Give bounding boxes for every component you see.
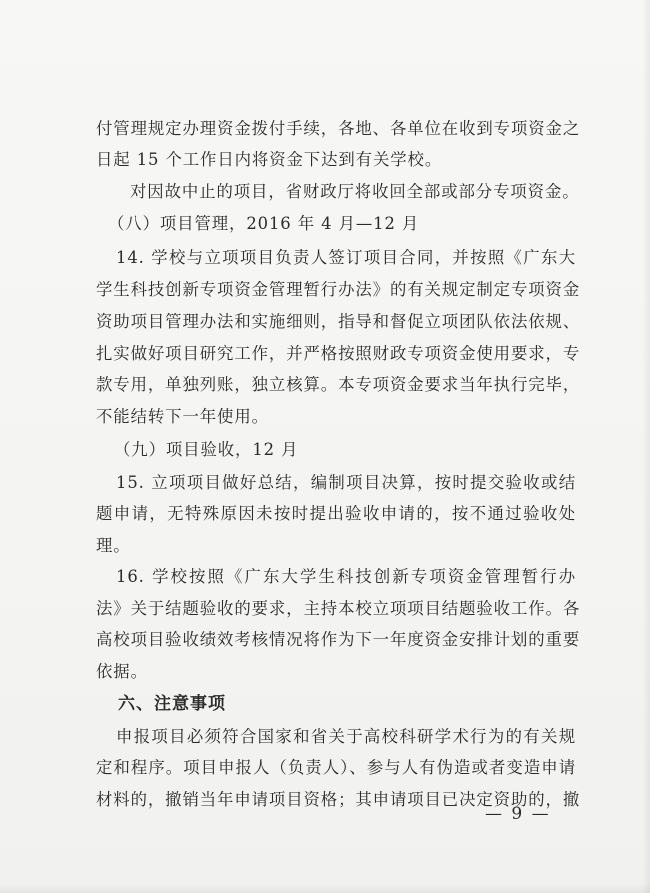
notes-line-1: 申报项目必须符合国家和省关于高校科研学术行为的有关规 [116, 727, 576, 746]
item-15-line-1: 15. 立项项目做好总结，编制项目决算，按时提交验收或结 [116, 473, 576, 492]
item-16-line-3: 高校项目验收绩效考核情况将作为下一年度资金安排计划的重要 [96, 630, 581, 649]
item-14-line-4: 扎实做好项目研究工作，并严格按照财政专项资金使用要求，专 [96, 344, 581, 363]
body-line-2: 日起 15 个工作日内将资金下达到有关学校。 [96, 150, 443, 169]
notes-line-2: 定和程序。项目申报人（负责人）、参与人有伪造或者变造申请 [96, 758, 576, 777]
item-15-line-2: 题申请，无特殊原因未按时提出验收申请的，按不通过验收处 [96, 504, 576, 523]
item-14-line-3: 资助项目管理办法和实施细则，指导和督促立项团队依法依规、 [96, 312, 581, 331]
item-16-line-2: 法》关于结题验收的要求，主持本校立项项目结题验收工作。各 [96, 599, 581, 618]
section-heading-9: （九）项目验收，12 月 [114, 440, 299, 459]
section-heading-8: （八）项目管理，2016 年 4 月—12 月 [108, 214, 420, 233]
body-line-1: 付管理规定办理资金拨付手续，各地、各单位在收到专项资金之 [96, 119, 581, 138]
page-number: — 9 — [485, 804, 551, 824]
item-14-line-5: 款专用，单独列账，独立核算。本专项资金要求当年执行完毕， [96, 375, 581, 394]
item-14-line-2: 学生科技创新专项资金管理暂行办法》的有关规定制定专项资金 [96, 280, 581, 299]
item-14-line-6: 不能结转下一年使用。 [96, 407, 269, 426]
section-heading-6: 六、注意事项 [118, 694, 226, 714]
body-line-3: 对因故中止的项目，省财政厅将收回全部或部分专项资金。 [130, 182, 580, 201]
page-bottom-shadow [0, 883, 650, 893]
notes-line-3: 材料的，撤销当年申请项目资格；其申请项目已决定资助的，撤 [96, 790, 581, 809]
item-16-line-1: 16. 学校按照《广东大学生科技创新专项资金管理暂行办 [116, 567, 576, 586]
item-14-line-1: 14. 学校与立项项目负责人签订项目合同，并按照《广东大 [116, 248, 576, 267]
item-16-line-4: 依据。 [96, 662, 148, 681]
item-15-line-3: 理。 [96, 536, 131, 555]
page-edge-shadow [642, 0, 650, 893]
